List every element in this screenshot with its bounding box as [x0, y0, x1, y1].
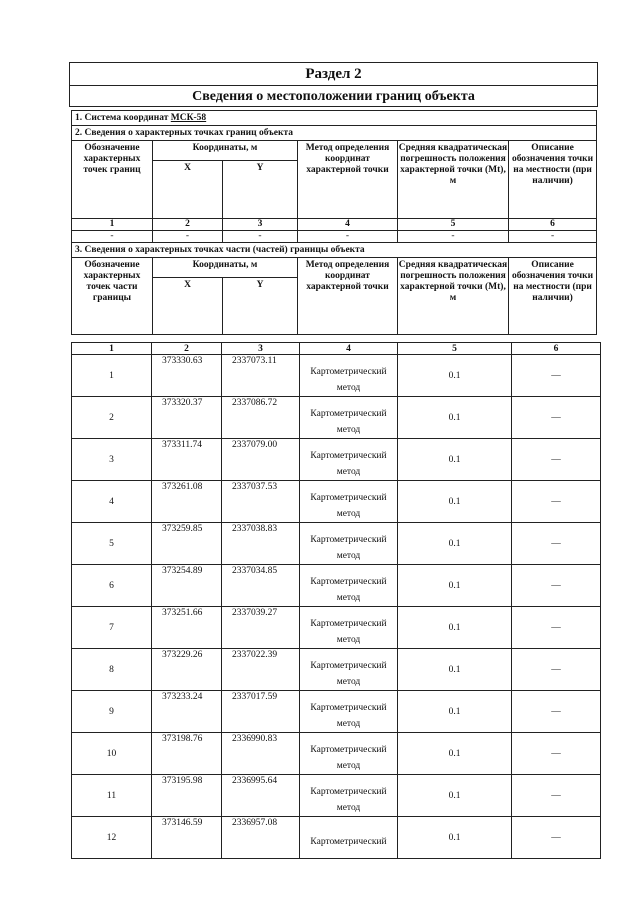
point-x: 373251.66 — [152, 607, 222, 649]
point-x: 373146.59 — [152, 817, 222, 859]
point-description: — — [512, 481, 601, 523]
point-y: 2337037.53 — [222, 481, 300, 523]
point-x: 373254.89 — [152, 565, 222, 607]
point-x: 373229.26 — [152, 649, 222, 691]
point-y: 2337073.11 — [222, 355, 300, 397]
point-x: 373233.24 — [152, 691, 222, 733]
point-number: 3 — [72, 439, 152, 481]
table-row — [72, 607, 601, 649]
point-x: 373320.37 — [152, 397, 222, 439]
point-accuracy: 0.1 — [398, 565, 512, 607]
empty-cell: - — [398, 231, 509, 243]
col-number: 4 — [298, 219, 398, 231]
col-y-header: Y — [223, 161, 298, 219]
point-accuracy: 0.1 — [398, 481, 512, 523]
section-3-heading: 3. Сведения о характерных точках части (частей) границы объекта — [72, 243, 597, 258]
col-number: 2 — [153, 219, 223, 231]
section-number: Раздел 2 — [305, 65, 362, 82]
table-row — [72, 439, 601, 481]
point-x: 373261.08 — [152, 481, 222, 523]
section-title-box — [69, 62, 598, 107]
point-description: — — [512, 523, 601, 565]
point-method: Картометрический метод — [300, 523, 398, 565]
point-accuracy: 0.1 — [398, 649, 512, 691]
table-row — [72, 817, 601, 859]
col-number: 6 — [512, 343, 601, 355]
point-description: — — [512, 649, 601, 691]
point-method: Картометрический метод — [300, 397, 398, 439]
table-row — [72, 649, 601, 691]
col-number: 5 — [398, 343, 512, 355]
col-description-header: Описание обозначения точки на местности (при наличии) — [509, 258, 597, 335]
point-y: 2337086.72 — [222, 397, 300, 439]
empty-cell: - — [509, 231, 597, 243]
point-x: 373195.98 — [152, 775, 222, 817]
table-row — [72, 733, 601, 775]
point-accuracy: 0.1 — [398, 397, 512, 439]
point-description: — — [512, 607, 601, 649]
col-accuracy-header: Средняя квадратическая погрешность положения характерной точки (Mt), м — [398, 258, 509, 335]
coordinate-system-row: 1. Система координат МСК-58 — [72, 111, 597, 126]
point-number: 6 — [72, 565, 152, 607]
col-number: 3 — [223, 219, 298, 231]
point-number: 9 — [72, 691, 152, 733]
coordinate-system-value: МСК-58 — [170, 112, 207, 123]
boundary-info-table — [71, 110, 597, 335]
point-y: 2336995.64 — [222, 775, 300, 817]
point-method: Картометрический — [300, 817, 398, 859]
point-method: Картометрический метод — [300, 733, 398, 775]
col-y-header: Y — [223, 278, 298, 335]
point-number: 1 — [72, 355, 152, 397]
point-y: 2336990.83 — [222, 733, 300, 775]
point-description: — — [512, 397, 601, 439]
col-number: 4 — [300, 343, 398, 355]
point-y: 2337022.39 — [222, 649, 300, 691]
point-y: 2337039.27 — [222, 607, 300, 649]
col-method-header: Метод определения координат характерной точки — [298, 258, 398, 335]
table-row — [72, 691, 601, 733]
col-coords-header: Координаты, м — [153, 141, 298, 161]
point-x: 373330.63 — [152, 355, 222, 397]
empty-cell: - — [72, 231, 153, 243]
point-number: 4 — [72, 481, 152, 523]
point-y: 2336957.08 — [222, 817, 300, 859]
col-number: 3 — [222, 343, 300, 355]
point-number: 12 — [72, 817, 152, 859]
point-method: Картометрический метод — [300, 481, 398, 523]
point-method: Картометрический метод — [300, 649, 398, 691]
col-number: 6 — [509, 219, 597, 231]
point-description: — — [512, 565, 601, 607]
point-accuracy: 0.1 — [398, 355, 512, 397]
point-y: 2337017.59 — [222, 691, 300, 733]
empty-cell: - — [298, 231, 398, 243]
table-row — [72, 397, 601, 439]
empty-cell: - — [223, 231, 298, 243]
point-accuracy: 0.1 — [398, 439, 512, 481]
col-method-header: Метод определения координат характерной точки — [298, 141, 398, 219]
table-row — [72, 565, 601, 607]
point-number: 7 — [72, 607, 152, 649]
col-designation-header: Обозначение характерных точек части границы — [72, 258, 153, 335]
col-accuracy-header: Средняя квадратическая погрешность положения характерной точки (Mt), м — [398, 141, 509, 219]
col-number: 1 — [72, 219, 153, 231]
point-number: 2 — [72, 397, 152, 439]
point-number: 10 — [72, 733, 152, 775]
section-title: Сведения о местоположении границ объекта — [70, 85, 597, 108]
point-description: — — [512, 775, 601, 817]
point-accuracy: 0.1 — [398, 733, 512, 775]
col-coords-header: Координаты, м — [153, 258, 298, 278]
col-x-header: X — [153, 161, 223, 219]
point-y: 2337034.85 — [222, 565, 300, 607]
point-x: 373198.76 — [152, 733, 222, 775]
table-row — [72, 775, 601, 817]
col-number: 5 — [398, 219, 509, 231]
point-method: Картометрический метод — [300, 691, 398, 733]
col-designation-header: Обозначение характерных точек границ — [72, 141, 153, 219]
point-method: Картометрический метод — [300, 607, 398, 649]
point-accuracy: 0.1 — [398, 775, 512, 817]
point-x: 373259.85 — [152, 523, 222, 565]
col-description-header: Описание обозначения точки на местности (при наличии) — [509, 141, 597, 219]
point-accuracy: 0.1 — [398, 817, 512, 859]
points-table — [71, 342, 601, 859]
point-method: Картометрический метод — [300, 355, 398, 397]
point-description: — — [512, 355, 601, 397]
table-row — [72, 481, 601, 523]
col-number: 2 — [152, 343, 222, 355]
point-description: — — [512, 439, 601, 481]
point-accuracy: 0.1 — [398, 523, 512, 565]
point-number: 5 — [72, 523, 152, 565]
point-description: — — [512, 691, 601, 733]
point-x: 373311.74 — [152, 439, 222, 481]
point-accuracy: 0.1 — [398, 607, 512, 649]
point-method: Картометрический метод — [300, 439, 398, 481]
point-description: — — [512, 817, 601, 859]
table-row — [72, 355, 601, 397]
point-number: 8 — [72, 649, 152, 691]
point-number: 11 — [72, 775, 152, 817]
point-method: Картометрический метод — [300, 565, 398, 607]
col-number: 1 — [72, 343, 152, 355]
section-2-heading: 2. Сведения о характерных точках границ объекта — [72, 126, 597, 141]
col-x-header: X — [153, 278, 223, 335]
point-y: 2337079.00 — [222, 439, 300, 481]
point-description: — — [512, 733, 601, 775]
point-method: Картометрический метод — [300, 775, 398, 817]
point-accuracy: 0.1 — [398, 691, 512, 733]
empty-cell: - — [153, 231, 223, 243]
table-row — [72, 523, 601, 565]
point-y: 2337038.83 — [222, 523, 300, 565]
